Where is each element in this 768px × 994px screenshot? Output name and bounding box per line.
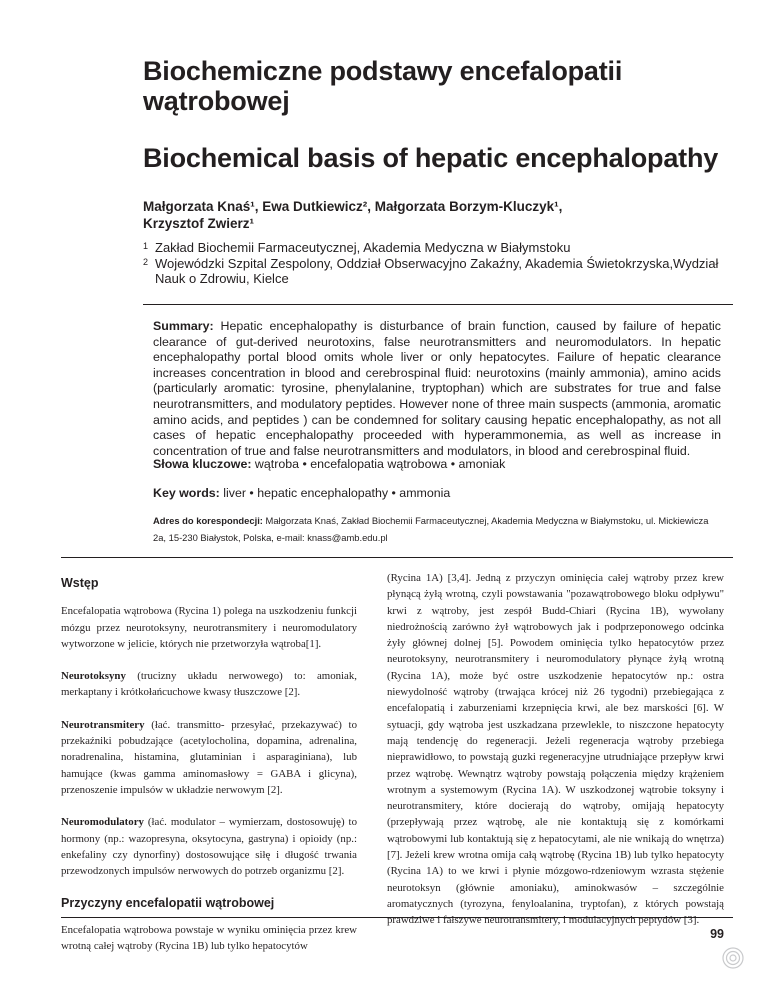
right-column xyxy=(387,570,724,929)
divider-top xyxy=(143,304,733,305)
title-polish: Biochemiczne podstawy encefalopatii wątrobowej xyxy=(143,56,623,116)
term-neurotransmitters: Neurotransmitery xyxy=(61,718,145,731)
term-neuromodulators: Neuromodulatory xyxy=(61,816,144,829)
affiliation-number: 2 xyxy=(143,256,149,267)
left-column xyxy=(61,575,357,954)
summary-label: Summary: xyxy=(153,319,214,333)
correspondence-label: Adres do korespondecji: xyxy=(153,515,263,526)
authors-line-1: Małgorzata Knaś¹, Ewa Dutkiewicz², Małgorzata Borzym-Kluczyk¹, xyxy=(143,199,563,214)
summary-text: Hepatic encephalopathy is disturbance of brain function, caused by failure of hepatic clearance of gut-derived neurotoxins, false neurotransmitters and neuromodulators. In hepatic encephalopathy portal blood omits whole liver or only hepatocytes. Failure of hepatic clearance increases concentration in blood and cerebrospinal fluid: neurotoxins (mainly ammonia), amino acids (particularly aromatic: tyrosine, phenylalanine, tryptophan) which are substrates for true and false neurotransmitters, and modulatory peptides. However none of three main suspects (ammonia, aromatic amino acids, and peptides ) can be condemned for solitary causing hepatic encephalopathy, as not all cases of hepatic encephalopathy proceeded with hyperammonemia, as well as increase in concentration of true and false neurotransmitters and modulators, in blood and cerebrospinal fluid. xyxy=(153,319,721,458)
keywords-en-text: liver • hepatic encephalopathy • ammonia xyxy=(223,486,451,500)
publisher-logo-icon xyxy=(722,947,744,969)
title-english: Biochemical basis of hepatic encephalopathy xyxy=(143,143,719,173)
summary xyxy=(153,319,721,459)
correspondence xyxy=(153,513,721,546)
page-number: 99 xyxy=(710,927,724,941)
affiliations xyxy=(143,240,743,287)
affiliation-text: Zakład Biochemii Farmaceutycznej, Akademia Medyczna w Białymstoku xyxy=(155,240,571,255)
keywords-pl-label: Słowa kluczowe: xyxy=(153,457,252,471)
correspondence-text: Małgorzata Knaś, Zakład Biochemii Farmaceutycznej, Akademia Medyczna w Białymstoku, ul. Mickiewicza 2a, 15-230 Białystok, Polska, e-mail: knass@amb.edu.pl xyxy=(153,515,709,543)
paragraph-neurotoxins xyxy=(61,668,357,701)
paragraph: Encefalopatia wątrobowa powstaje w wyniku ominięcia przez krew wrotną całej wątroby (Rycina 1B) lub tylko hepatocytów xyxy=(61,923,357,953)
affiliation-number: 1 xyxy=(143,241,149,251)
authors-line-2: Krzysztof Zwierz¹ xyxy=(143,216,255,231)
keywords-en-label: Key words: xyxy=(153,486,220,500)
paragraph: (Rycina 1A) [3,4]. Jedną z przyczyn ominięcia całej wątroby przez krew płynącą żyłą wrotną, czyli powstawania "pozawątrobowego bloku odpływu" krwi z wątroby, jest zespół Budd-Chiari (Rycina 1B), wywołany niedrożnością zarówno żył wątrobowych jak i podprzeponowego odcinka żyły głównej dolnej [5]. Powodem ominięcia tylko hepatocytów przez neurotoksyny, neurotransmitery i neuromodulatory płynące żyłą wrotną (Rycina 1A), może być ostre uszkodzenie hepatocytów np.: ostra niewydolność wątroby (trwająca krócej niż 26 tygodni) przebiegająca z encefalopatią i zaburzeniami krzepnięcia krwi, ale bez marskości [6]. W sytuacji, gdy wątroba jest uszkadzana przewlekle, to niszczone hepatocyty mają tendencję do regeneracji. Jeżeli regeneracja wątroby przebiega nieprawidłowo, to powstają guzki regeneracyjne utrudniające przepływ krwi przez wątrobę. Wewnątrz wątroby powstają połączenia między krążeniem wrotnym a systemowym (Rycina 1A). W uszkodzonej wątrobie toksyny i neurotransmitery, które docierają do wątroby, omijają hepatocyty (przepływają przez wątrobę, ale nie kontaktują się z komórkami wątrobowymi lub kontaktują się z hepatocytami, ale nie wnikają do wnętrza) [7]. Jeżeli krew wrotna omija całą wątrobę (Rycina 1B) lub tylko hepatocyty (Rycina 1A) to we krwi i płynie mózgowo-rdzeniowym wzrasta stężenie neurotoksyn (głównie amoniaku), aminokwasów – szczególnie aromatycznych (tyrozyna, fenyloalanina, tryptofan), z których powstają prawdziwe i fałszywe neurotransmitery, i modulacyjnych peptydów [3]. xyxy=(387,572,724,927)
paragraph-text: (łać. modulator – wymierzam, dostosowuję) to hormony (np.: wazopresyna, oksytocyna, gastryna) i opioidy (np.: enkefaliny czy dynorfiny) dostosowujące siłę i długość trwania przewodzonych impulsów nerwowych do potrzeb organizmu [2]. xyxy=(61,816,357,878)
keywords-polish xyxy=(153,457,713,471)
keywords-pl-text: wątroba • encefalopatia wątrobowa • amoniak xyxy=(254,457,506,471)
section-heading-causes: Przyczyny encefalopatii wątrobowej xyxy=(61,896,275,911)
affiliation-text: Wojewódzki Szpital Zespolony, Oddział Obserwacyjno Zakaźny, Akademia Świetokrzyska,Wydział Nauk o Zdrowiu, Kielce xyxy=(155,255,719,286)
divider-middle xyxy=(61,557,733,558)
paragraph-text: (trucizny układu nerwowego) to: amoniak, merkaptany i krótkołańcuchowe kwasy tłuszczowe [2]. xyxy=(61,670,357,699)
paragraph-neuromodulators xyxy=(61,814,357,879)
paragraph-neurotransmitters xyxy=(61,717,357,798)
term-neurotoxins: Neurotoksyny xyxy=(61,670,126,683)
paragraph: Encefalopatia wątrobowa (Rycina 1) polega na uszkodzeniu funkcji mózgu przez neurotoksyny, neurotransmitery i neuromodulatory wytworzone w jelicie, których nie przetworzyła wątroba[1]. xyxy=(61,605,357,650)
divider-bottom xyxy=(61,917,733,918)
authors xyxy=(143,198,703,232)
affiliation-1 xyxy=(143,240,743,256)
affiliation-2 xyxy=(143,256,743,287)
paragraph-text: (łać. transmitto- przesyłać, przekazywać) to przekaźniki pobudzające (acetylocholina, dopamina, adrenalina, noradrenalina, histamina, glutaminian i asparaginiana), lub hamujące (kwas gamma aminomasłowy = GABA i glicyna), przenoszenie impulsów w układzie nerwowym [2]. xyxy=(61,718,357,796)
section-heading-intro: Wstęp xyxy=(61,576,99,590)
keywords-english xyxy=(153,486,713,500)
